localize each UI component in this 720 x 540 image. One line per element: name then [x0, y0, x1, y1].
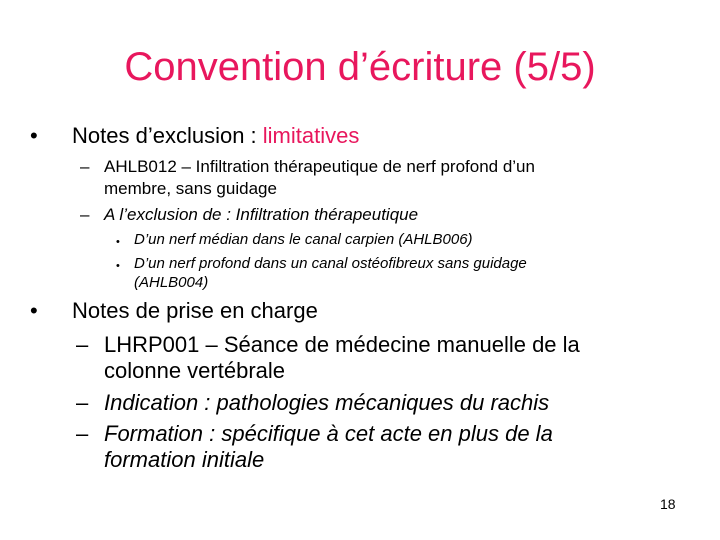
dash-icon: – — [76, 390, 89, 415]
exclusion-label: Notes d’exclusion : — [72, 123, 263, 148]
exclusion-example-line2: membre, sans guidage — [104, 179, 277, 198]
act-code: LHRP001 – — [104, 332, 224, 357]
bullet-icon: • — [116, 236, 120, 248]
exclusion-example-line1: AHLB012 – Infiltration thérapeutique de nerf profond d’un — [104, 157, 535, 176]
formation-line: Formation : spécifique à cet acte en plus de la — [104, 421, 553, 446]
prise-en-charge-code-line — [104, 332, 580, 358]
prise-en-charge-heading: Notes de prise en charge — [72, 298, 318, 323]
bullet-icon: • — [30, 298, 38, 323]
dash-icon: – — [80, 205, 90, 224]
exclusion-line: A l’exclusion de : Infiltration thérapeutique — [104, 205, 419, 224]
dash-icon: – — [76, 421, 89, 446]
exclusion-label-highlight: limitatives — [262, 123, 360, 148]
exclusion-sub-item-continued: (AHLB004) — [134, 274, 209, 291]
bullet-icon: • — [30, 123, 38, 148]
dash-icon: – — [80, 157, 90, 176]
bullet-icon: • — [116, 260, 120, 272]
exclusion-heading — [72, 123, 359, 149]
exclusion-sub-item: D’un nerf médian dans le canal carpien (AHLB006) — [134, 231, 473, 248]
slide-title: Convention d’écriture (5/5) — [124, 45, 596, 89]
act-description: Séance de médecine manuelle de la — [223, 332, 580, 357]
formation-line-continued: formation initiale — [104, 447, 265, 472]
indication-line: Indication : pathologies mécaniques du rachis — [104, 390, 550, 415]
exclusion-sub-item: D’un nerf profond dans un canal ostéofibreux sans guidage — [134, 255, 527, 272]
page-number: 18 — [660, 496, 676, 512]
act-description-continued: colonne vertébrale — [104, 358, 286, 383]
dash-icon: – — [76, 332, 89, 357]
